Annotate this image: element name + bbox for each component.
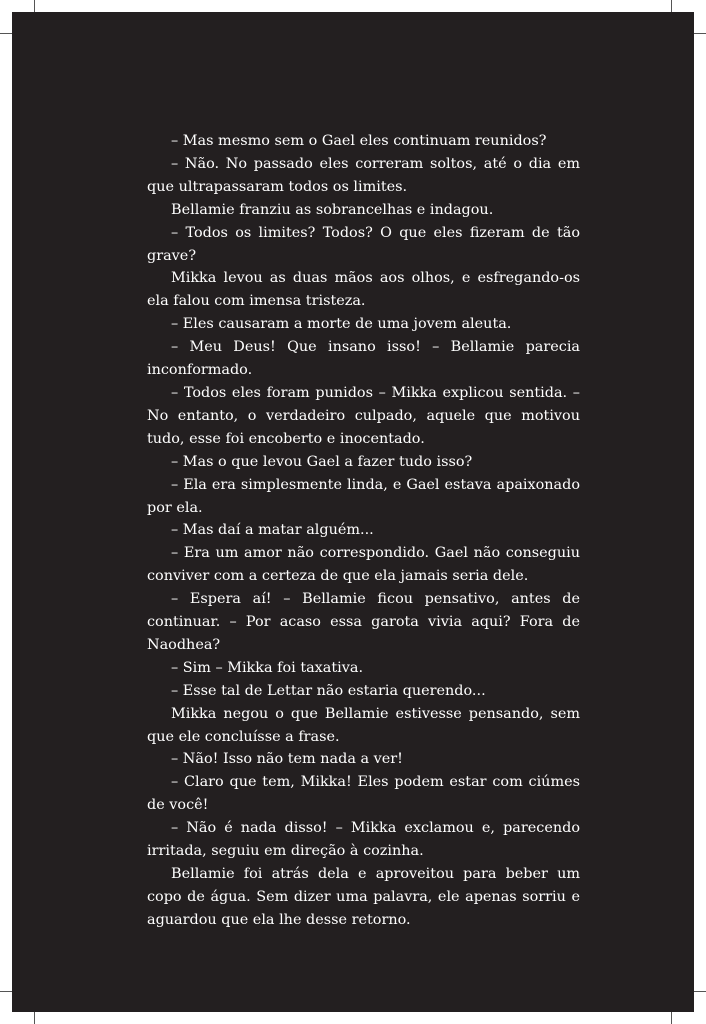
paragraph: – Meu Deus! Que insano isso! – Bellamie parecia inconformado. — [147, 339, 580, 379]
paragraph: Bellamie franziu as sobrancelhas e indagou. — [171, 201, 494, 218]
paragraph: Mikka levou as duas mãos aos olhos, e esfregando-os ela falou com imensa tristeza. — [147, 270, 580, 310]
paragraph: – Sim – Mikka foi taxativa. — [171, 659, 364, 676]
paragraph: – Mas o que levou Gael a fazer tudo isso? — [171, 453, 473, 470]
paragraph: – Esse tal de Lettar não estaria querendo... — [171, 682, 486, 699]
paragraph: – Mas mesmo sem o Gael eles continuam reunidos? — [171, 133, 547, 149]
paragraph: – Não. No passado eles correram soltos, até o dia em que ultrapassaram todos os limites. — [147, 155, 580, 195]
paragraph: – Mas daí a matar alguém... — [171, 522, 374, 539]
paragraph: – Era um amor não correspondido. Gael não conseguiu conviver com a certeza de que ela jamais seria dele. — [147, 545, 580, 585]
paragraph: Mikka negou o que Bellamie estivesse pensando, sem que ele concluísse a frase. — [147, 705, 580, 745]
paragraph: – Eles causaram a morte de uma jovem aleuta. — [171, 316, 512, 333]
paragraph: – Claro que tem, Mikka! Eles podem estar com ciúmes de você! — [147, 774, 580, 814]
body-text — [147, 130, 580, 932]
paragraph: – Não! Isso não tem nada a ver! — [171, 751, 403, 768]
paragraph: – Espera aí! – Bellamie ficou pensativo, antes de continuar. – Por acaso essa garota vivia aqui? Fora de Naodhea? — [147, 591, 580, 653]
paragraph: – Todos eles foram punidos – Mikka explicou sentida. – No entanto, o verdadeiro culpado, aquele que motivou tudo, esse foi encoberto e inocentado. — [147, 384, 580, 447]
paragraph: – Todos os limites? Todos? O que eles fizeram de tão grave? — [147, 224, 580, 264]
paragraph: – Não é nada disso! – Mikka exclamou e, parecendo irritada, seguiu em direção à cozinha. — [147, 820, 580, 860]
paragraph: Bellamie foi atrás dela e aproveitou para beber um copo de água. Sem dizer uma palavra, ele apenas sorriu e aguardou que ela lhe desse retorno. — [147, 866, 580, 928]
paragraph: – Ela era simplesmente linda, e Gael estava apaixonado por ela. — [147, 476, 580, 516]
